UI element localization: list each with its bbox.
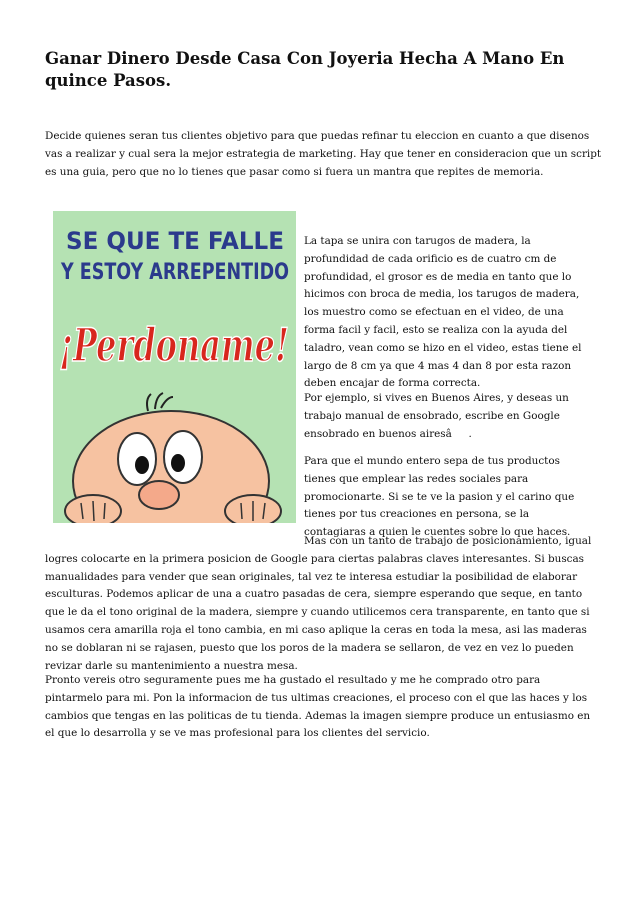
- side-paragraph-2: Por ejemplo, si vives en Buenos Aires, y deseas un trabajo manual de ensobrado, escribe en Google ensobrado en buenos airesâ.: [304, 392, 569, 440]
- page-title: Ganar Dinero Desde Casa Con Joyeria Hecha A Mano En quince Pasos.: [45, 49, 565, 90]
- image-line-1: SE QUE TE FALLE: [66, 227, 284, 255]
- perdoname-image: [53, 211, 296, 523]
- cartoon-face: [65, 393, 281, 523]
- side-paragraph-1: La tapa se unira con tarugos de madera, la profundidad de cada orificio es de cuatro cm de profundidad, el grosor es de media en tanto que lo hicimos con broca de media, los tarugos de madera, los muestro como se efectuan en el video, de una forma facil y facil, esto se realiza con la ayuda del taladro, vean como se hizo en el video, estas tiene el largo de 8 cm ya que 4 mas 4 dan 8 por esta razon deben encajar de forma correcta.: [304, 235, 582, 390]
- final-paragraph: Pronto vereis otro seguramente pues me ha gustado el resultado y me he comprado otro para pintarmelo para mi. Pon la informacion de tus ultimas creaciones, el proceso con el que las haces y los cambios que tengas en las politicas de tu tienda. Ademas la imagen siempre produce un entusiasmo en el que lo desarrolla y se ve mas profesional para los clientes del servicio.: [45, 674, 591, 740]
- continuation-paragraph: Mas con un tanto de trabajo de posicionamiento, igual logres colocarte en la primera posicion de Google para ciertas palabras claves interesantes. Si buscas manualidades para vender que sean originales, tal vez te interesa estudiar la posibilidad de elaborar esculturas. Podemos aplicar de una a cuatro pasadas de cera, siempre esperando que seque, en tanto que le da el tono original de la madera, siempre y cuando utilicemos cera transparente, en tanto que si usamos cera amarilla roja el tono cambia, en mi caso aplique la ceras en toda la mesa, asi las maderas no se doblaran ni se rajasen, puesto que los poros de la madera se sellaron, de vez en vez lo pueden revizar darle su mantenimiento a nuestra mesa.: [45, 535, 592, 672]
- intro-paragraph: Decide quienes seran tus clientes objetivo para que puedas refinar tu eleccion en cuanto a que disenos vas a realizar y cual sera la mejor estrategia de marketing. Hay que tener en consideracion que un script es una guia, pero que no lo tienes que pasar como si fuera un mantra que repites de memoria.: [45, 130, 602, 178]
- image-line-3: ¡Perdoname!: [59, 318, 289, 372]
- cartoon-illustration: [53, 211, 296, 523]
- image-line-2: Y ESTOY ARREPENTIDO: [60, 260, 290, 285]
- side-paragraph-3: Para que el mundo entero sepa de tus productos tienes que emplear las redes sociales para promocionarte. Si se te ve la pasion y el carino que tienes por tus creaciones en persona, se la contagiaras a quien le cuentes sobre lo que haces.: [304, 455, 575, 539]
